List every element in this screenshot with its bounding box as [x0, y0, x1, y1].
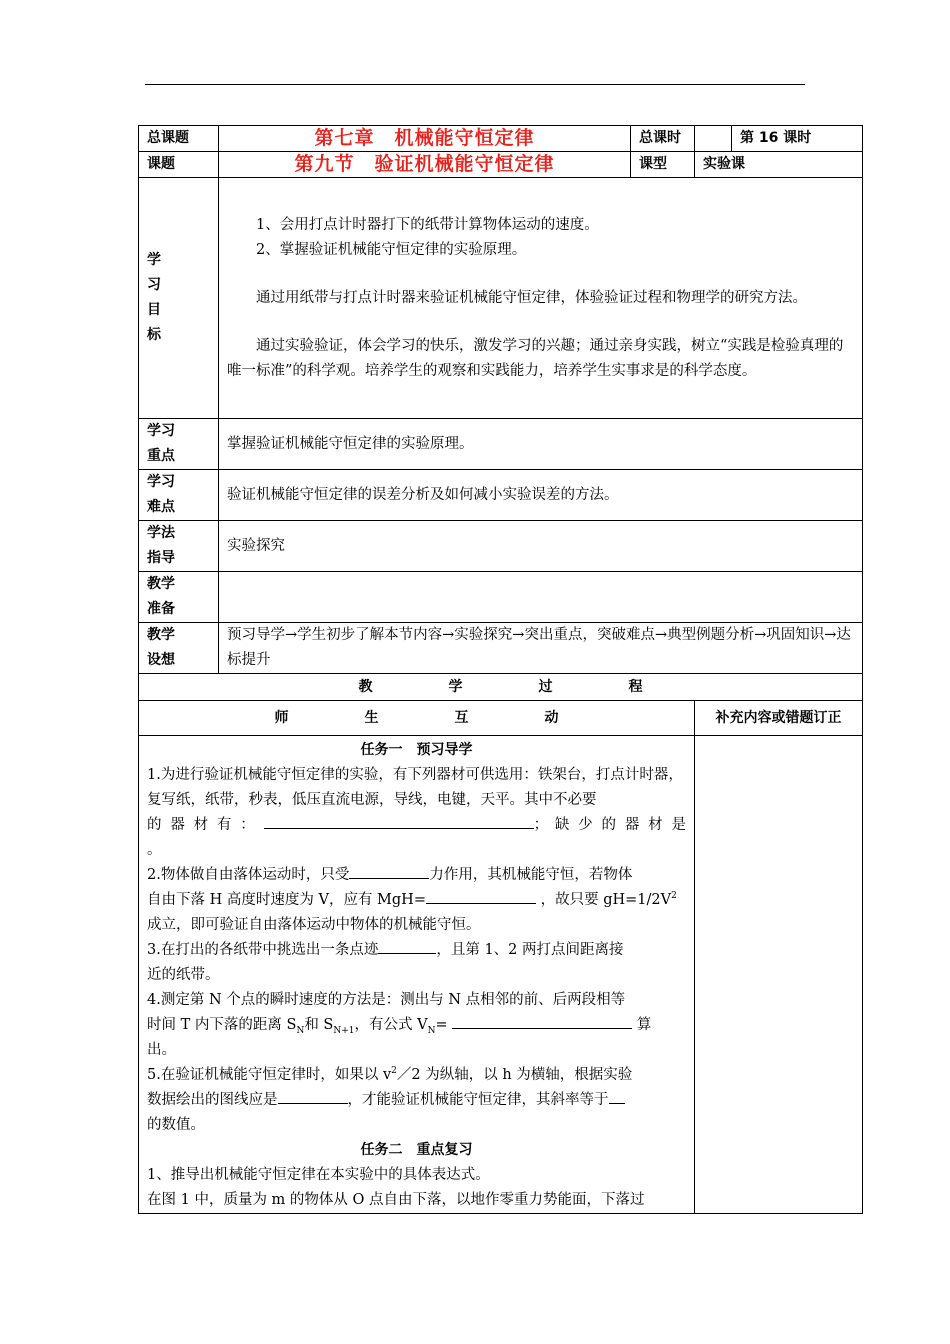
title-char: 过 [538, 678, 553, 695]
difficulty: 验证机械能守恒定律的误差分析及如何减小实验误差的方法。 [219, 470, 863, 521]
answer-blank[interactable] [349, 864, 429, 879]
label-line: 学习 [147, 423, 175, 439]
label-line: 设想 [147, 652, 175, 668]
supplement-header: 补充内容或错题订正 [695, 701, 863, 736]
question-4-line3: 出。 [147, 1042, 176, 1058]
answer-blank[interactable] [378, 939, 436, 954]
title-char: 学 [448, 678, 463, 695]
objectives-label [139, 178, 219, 419]
subscript: N+1 [333, 1025, 355, 1036]
text: ／2 为纵轴，以 h 为横轴，根据实验 [396, 1067, 633, 1083]
label-line: 学习 [147, 474, 175, 490]
label-line: 教学 [147, 627, 175, 643]
total-hours-label: 总课时 [631, 126, 695, 152]
question-3 [147, 938, 686, 963]
task2-line: 1、推导出机械能守恒定律在本实验中的具体表达式。 [147, 1167, 490, 1183]
header-rule [145, 84, 805, 85]
method-label [139, 521, 219, 572]
method: 实验探究 [219, 521, 863, 572]
superscript: 2 [671, 891, 677, 902]
lesson-number: 第 16 课时 [732, 126, 863, 152]
total-topic-label: 总课题 [139, 126, 219, 152]
question-1-end: 。 [147, 842, 162, 858]
superscript: 2 [391, 1066, 397, 1077]
key-label [139, 419, 219, 470]
preparation-label [139, 572, 219, 623]
text: ，才能验证机械能守恒定律，其斜率等于 [347, 1092, 609, 1108]
answer-blank[interactable] [278, 1089, 348, 1104]
objective-line: 2、掌握验证机械能守恒定律的实验原理。 [256, 241, 527, 258]
design-label [139, 623, 219, 674]
text: ，故只要 gH=1/2V [540, 892, 672, 908]
total-topic: 第七章 机械能守恒定律 [219, 126, 631, 152]
text: 自由下落 H 高度时速度为 V，应有 MgH= [147, 892, 426, 908]
task1-title: 任务一 预习导学 [360, 742, 473, 758]
text: 和 S [304, 1017, 334, 1033]
text: 时间 T 内下落的距离 S [147, 1017, 297, 1033]
question-4: 4.测定第 N 个点的瞬时速度的方法是：测出与 N 点相邻的前、后两段相等 [147, 992, 626, 1008]
question-2-line3: 成立，即可验证自由落体运动中物体的机械能守恒。 [147, 917, 481, 933]
label-line: 指导 [147, 550, 175, 566]
title-char: 程 [628, 678, 643, 695]
text: 算 [636, 1017, 652, 1033]
design: 预习导学→学生初步了解本节内容→实验探究→突出重点，突破难点→典型例题分析→巩固知识→达标提升 [219, 623, 863, 674]
label-char: 学 [147, 252, 161, 268]
supplement-area[interactable] [695, 736, 863, 1214]
preparation [219, 572, 863, 623]
answer-blank[interactable] [609, 1089, 625, 1104]
objective-line: 1、会用打点计时器打下的纸带计算物体运动的速度。 [256, 216, 599, 233]
process-content [139, 736, 695, 1214]
question-1-blanks [147, 813, 686, 838]
title-char: 师 [274, 709, 289, 726]
key-point: 掌握验证机械能守恒定律的实验原理。 [219, 419, 863, 470]
objective-paragraph: 通过用纸带与打点计时器来验证机械能守恒定律，体验验证过程和物理学的研究方法。 [256, 289, 807, 306]
text: 2.物体做自由落体运动时，只受 [147, 867, 350, 883]
title-char: 动 [544, 709, 559, 726]
question-5-line3: 的数值。 [147, 1117, 205, 1133]
text: = [435, 1017, 448, 1033]
difficulty-label [139, 470, 219, 521]
text: ； 缺 少 的 器 材 是 [533, 817, 686, 833]
text: ，且第 1、2 两打点间距离接 [436, 942, 624, 958]
subscript: N [427, 1025, 436, 1036]
question-3-line2: 近的纸带。 [147, 967, 220, 983]
title-char: 互 [454, 709, 469, 726]
topic: 第九节 验证机械能守恒定律 [219, 152, 631, 178]
subscript: N [296, 1025, 305, 1036]
question-5-line2 [147, 1088, 686, 1113]
label-char: 习 [147, 277, 161, 293]
label-line: 学法 [147, 525, 175, 541]
answer-blank[interactable] [264, 814, 534, 829]
text: 5.在验证机械能守恒定律时，如果以 v [147, 1067, 392, 1083]
text: 数据绘出的图线应是 [147, 1092, 278, 1108]
text: ，有公式 V [354, 1017, 428, 1033]
question-4-line2 [147, 1013, 686, 1038]
text: 力作用，其机械能守恒，若物体 [429, 867, 633, 883]
question-2 [147, 863, 686, 888]
total-hours-value [695, 126, 732, 152]
task2-line: 在图 1 中，质量为 m 的物体从 O 点自由下落，以地作零重力势能面，下落过 [147, 1192, 645, 1208]
question-2-line2 [147, 888, 686, 913]
objectives-content [219, 178, 863, 419]
type-label: 课型 [631, 152, 695, 178]
question-1: 1.为进行验证机械能守恒定律的实验，有下列器材可供选用：铁架台，打点计时器，复写纸，纸带，秒表，低压直流电源，导线，电键，天平。其中不必要 [147, 767, 683, 808]
label-char: 目 [147, 302, 161, 318]
process-title [139, 674, 863, 701]
topic-label: 课题 [139, 152, 219, 178]
task2-title: 任务二 重点复习 [360, 1142, 473, 1158]
interaction-header [139, 701, 695, 736]
answer-blank[interactable] [452, 1014, 632, 1029]
title-char: 教 [358, 678, 373, 695]
label-line: 重点 [147, 448, 175, 464]
title-char: 生 [364, 709, 379, 726]
lesson-type: 实验课 [695, 152, 863, 178]
label-line: 准备 [147, 601, 175, 617]
lesson-plan-table [138, 125, 863, 1214]
text: 的 器 材 有 ： [147, 817, 257, 833]
label-line: 教学 [147, 576, 175, 592]
label-char: 标 [147, 327, 161, 343]
label-line: 难点 [147, 499, 175, 515]
objective-paragraph: 通过实验验证，体会学习的快乐，激发学习的兴趣；通过亲身实践，树立“实践是检验真理的唯一标准”的科学观。培养学生的观察和实践能力，培养学生实事求是的科学态度。 [227, 337, 844, 379]
question-5 [147, 1063, 686, 1088]
answer-blank[interactable] [426, 889, 536, 904]
text: 3.在打出的各纸带中挑选出一条点迹 [147, 942, 379, 958]
